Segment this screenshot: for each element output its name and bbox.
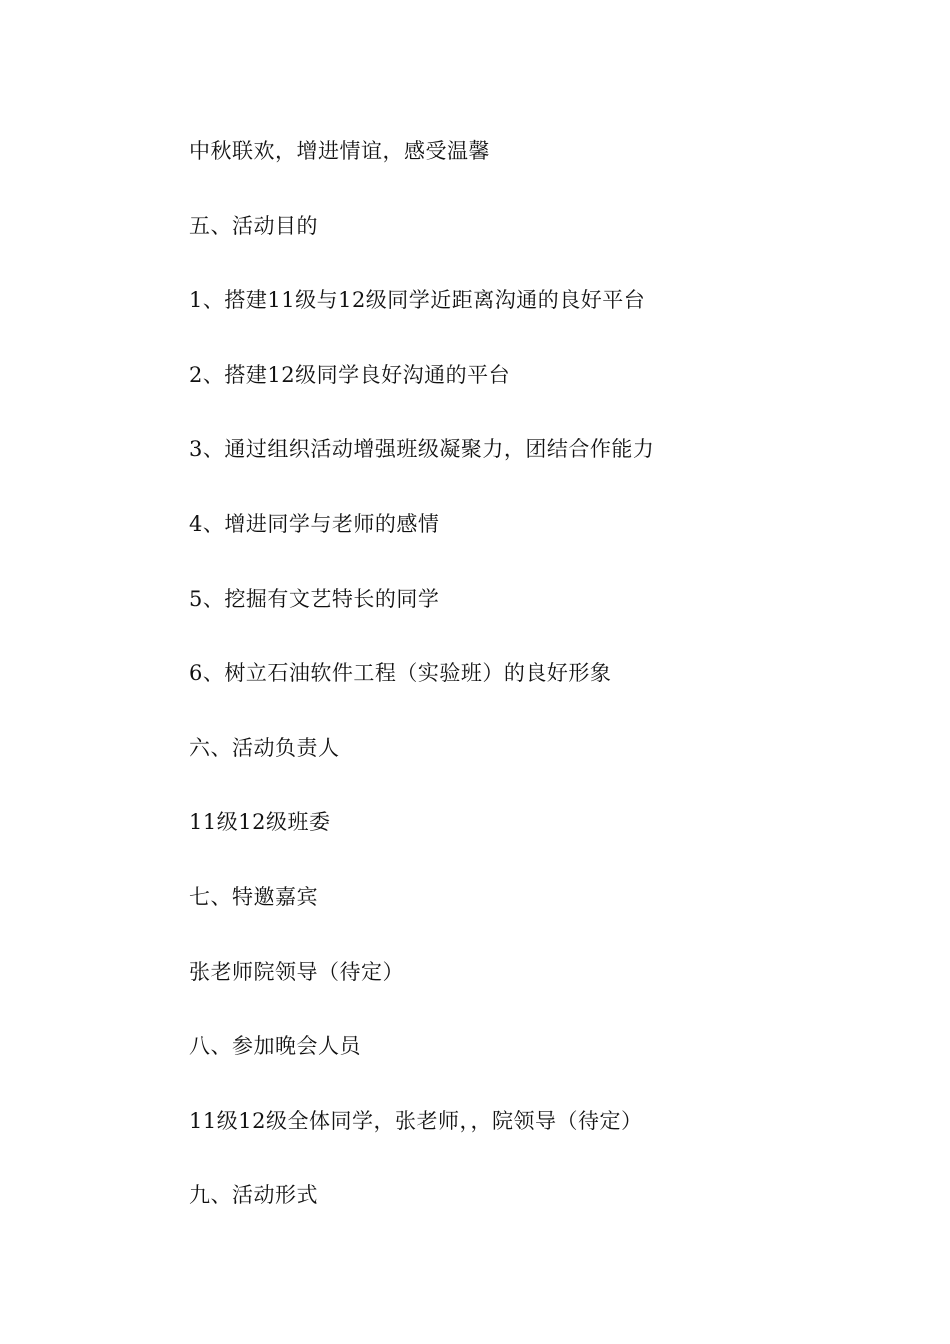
purpose-item-5: 5、挖掘有文艺特长的同学	[189, 586, 440, 611]
purpose-item-4: 4、增进同学与老师的感情	[189, 511, 440, 536]
paragraph-theme: 中秋联欢，增进情谊，感受温馨	[189, 139, 490, 163]
purpose-item-1: 1、搭建11级与12级同学近距离沟通的良好平台	[189, 288, 646, 313]
heading-special-guests: 七、特邀嘉宾	[189, 884, 318, 909]
purpose-item-6: 6、树立石油软件工程（实验班）的良好形象	[189, 661, 612, 686]
purpose-item-2: 2、搭建12级同学良好沟通的平台	[189, 362, 511, 387]
paragraph-participants: 11级12级全体同学，张老师，，院领导（待定）	[189, 1108, 643, 1133]
paragraph-person-in-charge: 11级12级班委	[189, 810, 331, 835]
heading-person-in-charge: 六、活动负责人	[189, 735, 340, 760]
heading-activity-format: 九、活动形式	[189, 1183, 318, 1208]
purpose-item-3: 3、通过组织活动增强班级凝聚力，团结合作能力	[189, 437, 655, 462]
heading-activity-purpose: 五、活动目的	[189, 213, 318, 238]
paragraph-special-guests: 张老师院领导（待定）	[189, 959, 404, 984]
heading-participants: 八、参加晚会人员	[189, 1034, 361, 1059]
document-body	[189, 132, 889, 1251]
